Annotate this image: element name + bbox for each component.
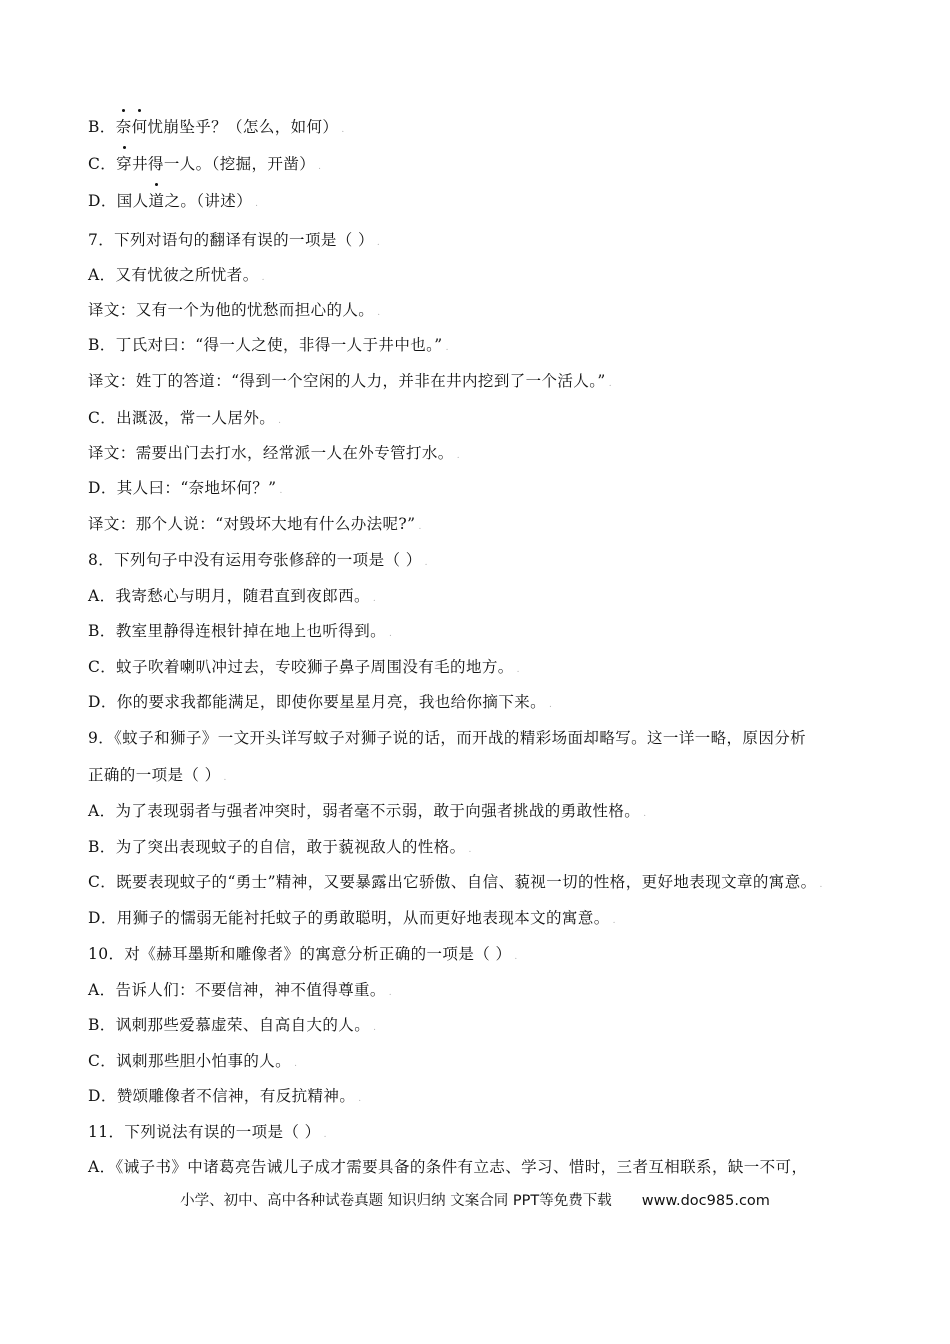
paragraph-mark-icon: .: [372, 594, 377, 604]
paragraph-mark-icon: .: [516, 665, 520, 675]
paragraph-mark-icon: .: [389, 629, 393, 639]
paragraph-mark-icon: .: [468, 845, 472, 855]
paragraph-mark-icon: .: [549, 700, 553, 710]
paragraph-mark-icon: .: [373, 1023, 377, 1033]
question-9: 9．《蚊子和狮子》一文开头详写蚊子对狮子说的话，而开战的精彩场面却略写。这一详一略，原因分析: [88, 729, 807, 747]
question-7: 7．下列对语句的翻译有误的一项是（ ） .: [88, 231, 381, 249]
footer-url[interactable]: www.doc985.com: [641, 1193, 770, 1209]
question-9-cont: 正确的一项是（ ） .: [88, 766, 227, 784]
paragraph-mark-icon: .: [318, 162, 322, 172]
paragraph-mark-icon: .: [358, 1094, 362, 1104]
paragraph-mark-icon: .: [294, 1059, 298, 1069]
q7-option-b: B．丁氏对曰：“得一人之使，非得一人于井中也。” .: [88, 336, 449, 354]
q7-translation-a: 译文：又有一个为他的忧愁而担心的人。 .: [88, 301, 381, 319]
paragraph-mark-icon: .: [514, 952, 518, 962]
emphasis-char: 奈: [115, 118, 132, 136]
footer-text: 小学、初中、高中各种试卷真题 知识归纳 文案合同 PPT等免费下载: [180, 1193, 612, 1209]
paragraph-mark-icon: .: [612, 916, 616, 926]
q8-option-d: D．你的要求我都能满足，即使你要星星月亮，我也给你摘下来。 .: [88, 693, 553, 711]
q10-option-c: C．讽刺那些胆小怕事的人。 .: [88, 1052, 298, 1070]
paragraph-mark-icon: .: [608, 379, 612, 389]
q7-translation-c: 译文：需要出门去打水，经常派一人在外专管打水。 .: [88, 444, 460, 462]
emphasis-char: 穿: [116, 155, 133, 173]
paragraph-mark-icon: .: [376, 238, 381, 248]
paragraph-mark-icon: .: [819, 880, 823, 890]
q8-option-b: B．教室里静得连根针掉在地上也听得到。 .: [88, 622, 393, 640]
q7-translation-b: 译文：姓丁的答道：“得到一个空闲的人力，并非在井内挖到了一个活人。” .: [88, 372, 612, 390]
emphasis-char: 何: [131, 118, 148, 136]
q9-option-b: B．为了突出表现蚊子的自信，敢于藐视敌人的性格。 .: [88, 838, 472, 856]
paragraph-mark-icon: .: [377, 308, 381, 318]
q10-option-b: B．讽刺那些爱慕虚荣、自高自大的人。 .: [88, 1016, 377, 1034]
paragraph-mark-icon: .: [223, 773, 227, 783]
paragraph-mark-icon: .: [255, 199, 259, 209]
paragraph-mark-icon: .: [418, 522, 422, 532]
emphasis-char: 道: [148, 192, 165, 210]
q7-translation-d: 译文：那个人说：“对毁坏大地有什么办法呢?” .: [88, 515, 422, 533]
option-d-line: D．国人道之。（讲述） .: [88, 192, 259, 210]
question-8: 8．下列句子中没有运用夸张修辞的一项是（ ） .: [88, 551, 428, 569]
paragraph-mark-icon: .: [388, 988, 393, 998]
q10-option-d: D．赞颂雕像者不信神，有反抗精神。 .: [88, 1087, 362, 1105]
option-b-line: B．奈何忧崩坠乎？（怎么，如何） .: [88, 118, 345, 136]
question-11: 11．下列说法有误的一项是（ ） .: [88, 1123, 327, 1141]
paragraph-mark-icon: .: [456, 451, 460, 461]
paragraph-mark-icon: .: [279, 486, 283, 496]
paragraph-mark-icon: .: [643, 809, 647, 819]
option-c-line: C．穿井得一人。（挖掘，开凿） .: [88, 155, 322, 173]
q7-option-c: C．出溉汲，常一人居外。 .: [88, 409, 282, 427]
page-footer: [0, 1190, 950, 1212]
q11-option-a: A．《诫子书》中诸葛亮告诫儿子成才需要具备的条件有立志、学习、惜时，三者互相联系，缺一不可，: [88, 1158, 808, 1176]
q9-option-c: C．既要表现蚊子的“勇士”精神，又要暴露出它骄傲、自信、藐视一切的性格，更好地表现文章的寓意。 .: [88, 873, 823, 891]
paragraph-mark-icon: .: [278, 416, 282, 426]
paragraph-mark-icon: .: [445, 343, 449, 353]
q7-option-a: A．又有忧彼之所忧者。 .: [88, 266, 265, 284]
q9-option-d: D．用狮子的懦弱无能衬托蚊子的勇敢聪明，从而更好地表现本文的寓意。 .: [88, 909, 616, 927]
q8-option-c: C．蚊子吹着喇叭冲过去，专咬狮子鼻子周围没有毛的地方。 .: [88, 658, 520, 676]
paragraph-mark-icon: .: [261, 273, 265, 283]
q7-option-d: D．其人曰：“奈地坏何？” .: [88, 479, 283, 497]
q8-option-a: A．我寄愁心与明月，随君直到夜郎西。 .: [88, 587, 377, 605]
paragraph-mark-icon: .: [424, 558, 428, 568]
q9-option-a: A．为了表现弱者与强者冲突时，弱者毫不示弱，敢于向强者挑战的勇敢性格。 .: [88, 802, 647, 820]
q10-option-a: A．告诉人们：不要信神，神不值得尊重。 .: [88, 981, 393, 999]
paragraph-mark-icon: .: [323, 1130, 327, 1140]
paragraph-mark-icon: .: [341, 125, 345, 135]
question-10: 10．对《赫耳墨斯和雕像者》的寓意分析正确的一项是（ ） .: [88, 945, 518, 963]
